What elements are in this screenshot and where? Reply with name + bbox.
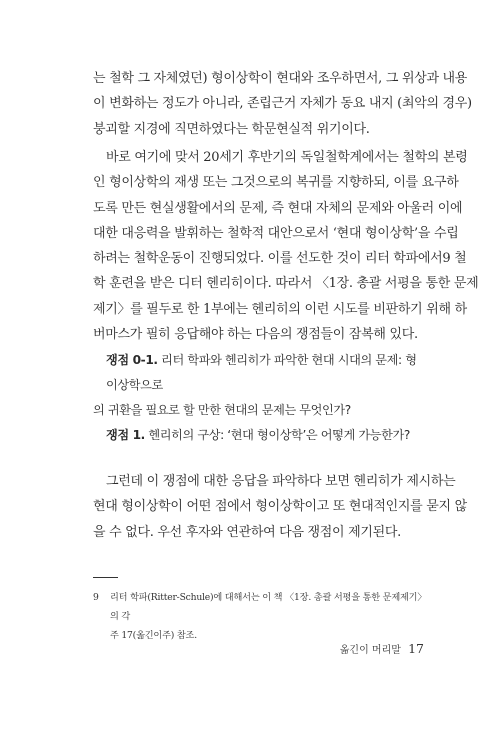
issue-1 (93, 423, 421, 448)
text-line: 대한 대응력을 발휘하는 철학적 대안으로서 ‘현대 형이상학’을 수립 (93, 225, 459, 241)
issue-label: 쟁점 0-1. (106, 353, 158, 367)
text-line: 제기〉를 필두로 한 1부에는 헨리히의 이런 시도를 비판하기 위해 하 (93, 301, 467, 317)
issue-text: 헨리히의 구상: ‘현대 형이상학’은 어떻게 가능한가? (144, 428, 410, 442)
page-footer (340, 641, 424, 656)
paragraph-1 (93, 66, 472, 142)
text-line: 인 형이상학의 재생 또는 그것으로의 복귀를 지향하되, 이를 요구하 (93, 175, 459, 191)
text-line: 현대 형이상학이 어떤 점에서 형이상학이고 또 현대적인지를 묻지 않 (93, 499, 467, 515)
issue-0-1 (93, 348, 421, 423)
page-number: 17 (408, 641, 424, 656)
paragraph-2 (93, 145, 479, 347)
footnote-line: 리터 학파(Ritter-Schule)에 대해서는 이 책 〈1장. 총괄 서평을 통한 문제제기〉의 각 (110, 592, 422, 622)
footnote-divider (93, 577, 118, 578)
issue-text: 리터 학파와 헨리히가 파악한 현대 시대의 문제: 형이상학으로 (106, 353, 417, 392)
text-line: 그런데 이 쟁점에 대한 응답을 파악하다 보면 헨리히가 제시하는 (106, 474, 456, 489)
text-line: 버마스가 필히 응답해야 하는 다음의 쟁점들이 잠복해 있다. (93, 327, 418, 343)
text-line: 바로 여기에 맞서 20세기 후반기의 독일철학계에서는 철학의 본령 (106, 150, 468, 165)
paragraph-3 (93, 469, 467, 545)
text-line: 는 철학 그 자체였던) 형이상학이 현대와 조우하면서, 그 위상과 내용 (93, 71, 468, 86)
text-line: 하려는 철학운동이 진행되었다. 이를 선도한 것이 리터 학파에서9 철 (93, 251, 467, 267)
text-line: 학 훈련을 받은 디터 헨리히이다. 따라서 〈1장. 총괄 서평을 통한 문제 (93, 276, 479, 292)
issue-text-continued: 의 귀환을 필요로 할 만한 현대의 문제는 무엇인가? (93, 403, 351, 417)
text-line: 도록 만든 현실생활에서의 문제, 즉 현대 자체의 문제와 아울러 이에 (93, 200, 463, 216)
footnote (93, 588, 423, 645)
text-line: 이 변화하는 정도가 아니라, 존립근거 자체가 동요 내지 (최악의 경우) (93, 96, 472, 112)
footnote-number: 9 (93, 592, 99, 603)
running-title: 옮긴이 머리말 (339, 645, 401, 656)
footnote-line: 주 17(옮긴이주) 참조. (110, 630, 197, 641)
text-line: 을 수 없다. 우선 후자와 연관하여 다음 쟁점이 제기된다. (93, 524, 401, 540)
text-line: 붕괴할 지경에 직면하였다는 학문현실적 위기이다. (93, 121, 370, 137)
issue-label: 쟁점 1. (106, 428, 145, 442)
